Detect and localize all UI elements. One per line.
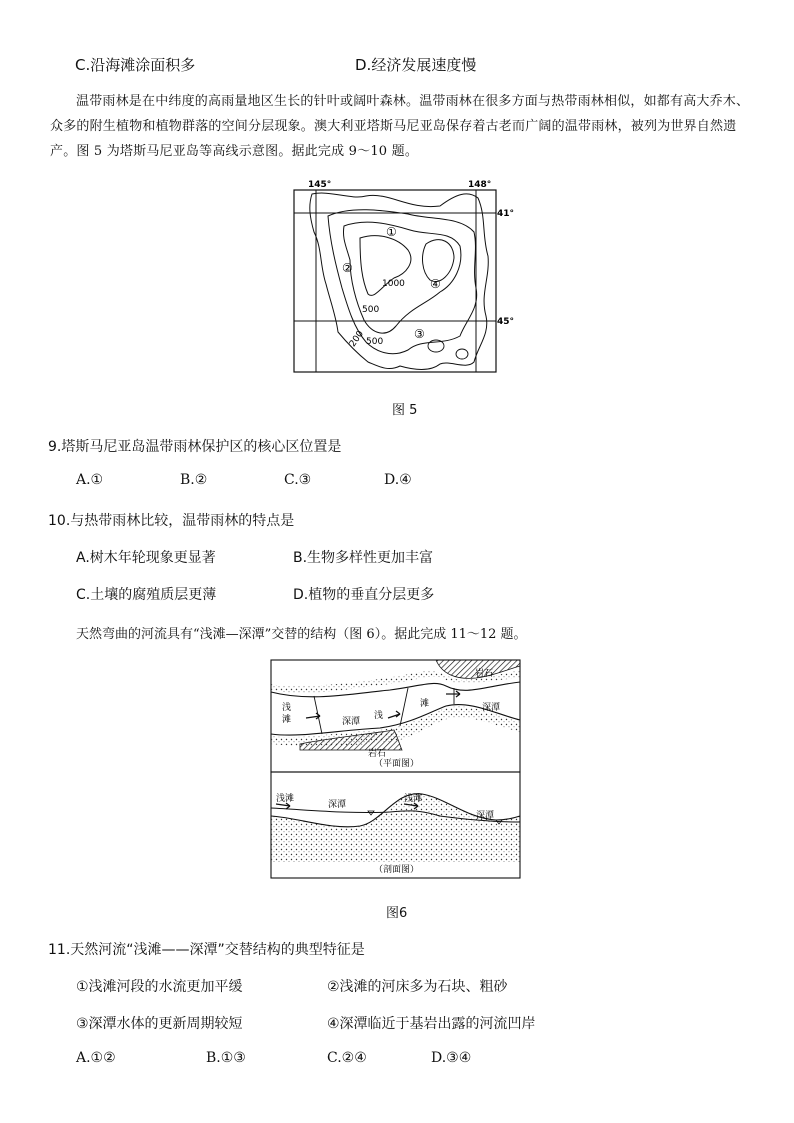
marker-2: ②: [342, 261, 353, 275]
q11-option-d: D.③④: [431, 1050, 472, 1066]
contour-label-1000: 1000: [382, 279, 405, 289]
lat-label-41: 41°: [497, 209, 515, 219]
contour-label-200: 200: [347, 329, 367, 349]
q9-option-d: D.④: [384, 472, 412, 488]
q9-stem: 9.塔斯马尼亚岛温带雨林保护区的核心区位置是: [48, 439, 342, 455]
label-shoal-left: 浅: [282, 703, 292, 713]
section-view-caption: （剖面图）: [374, 865, 420, 875]
q10-option-d: D.植物的垂直分层更多: [293, 587, 435, 603]
q11-option-b: B.①③: [206, 1050, 246, 1066]
section-bed-dots: [271, 794, 520, 862]
figure6-caption: 图6: [386, 906, 408, 921]
shoal-bar-mid: [400, 688, 408, 726]
label-pool-mid: 深潭: [342, 717, 361, 727]
plan-view-caption: （平面图）: [374, 759, 420, 769]
q10-stem: 10.与热带雨林比较，温带雨林的特点是: [48, 513, 295, 529]
section-label-shoal-1: 浅滩: [276, 794, 295, 804]
intro-paragraph-9-10: [50, 89, 750, 164]
q9-option-b: B.②: [180, 472, 208, 488]
label-shoal-left2: 滩: [282, 715, 292, 725]
figure5-contour-map: [290, 176, 515, 376]
island-2: [456, 349, 468, 359]
q9-option-c: C.③: [284, 472, 312, 488]
section-label-shoal-2: 浅滩: [404, 794, 423, 804]
intro-text: 温带雨林是在中纬度的高雨量地区生长的针叶或阔叶森林。温带雨林在很多方面与热带雨林相似，如都有高大乔木、众多的附生植物和植物群落的空间分层现象。澳大利亚塔斯马尼亚岛保存着古老而广阔的温带雨林，被列为世界自然遗产。图 5 为塔斯马尼亚岛等高线示意图。据此完成 9～10 题。: [50, 94, 750, 159]
label-pool-right: 深潭: [482, 703, 501, 713]
marker-1: ①: [386, 225, 397, 239]
flow-arrow-2-head: [396, 711, 400, 717]
q11-statement-3: ③深潭水体的更新周期较短: [76, 1016, 243, 1032]
marker-4: ④: [430, 277, 441, 291]
water-level-mark-1: [368, 811, 374, 815]
q9-option-a: A.①: [76, 472, 104, 488]
q10-option-a: A.树木年轮现象更显著: [76, 550, 216, 566]
q11-stem: 11.天然河流“浅滩——深潭”交替结构的典型特征是: [48, 942, 365, 958]
q11-option-a: A.①②: [76, 1050, 116, 1066]
q11-option-c: C.②④: [327, 1050, 367, 1066]
lat-label-45: 45°: [497, 317, 515, 327]
intro-paragraph-11-12: 天然弯曲的河流具有“浅滩—深潭”交替的结构（图 6）。据此完成 11～12 题。: [76, 627, 527, 642]
label-rock-bottom: 岩石: [368, 749, 387, 759]
q11-statement-1: ①浅滩河段的水流更加平缓: [76, 979, 243, 995]
contour-label-500: 500: [362, 305, 380, 315]
q11-statement-4: ④深潭临近于基岩出露的河流凹岸: [327, 1016, 536, 1032]
contour-500: [343, 222, 460, 333]
option-d: D.经济发展速度慢: [355, 56, 477, 74]
section-label-pool-1: 深潭: [328, 800, 347, 810]
q10-option-c: C.土壤的腐殖质层更薄: [76, 587, 217, 603]
figure5-caption: 图 5: [392, 403, 418, 418]
label-rock-top: 岩石: [475, 669, 494, 679]
option-c: C.沿海滩涂面积多: [75, 56, 196, 74]
contour-label-500b: 500: [366, 337, 384, 347]
marker-3: ③: [414, 327, 425, 341]
contour-1000-east: [423, 240, 454, 282]
section-label-pool-2: 深潭: [476, 811, 495, 821]
figure6-river-diagram: [270, 658, 522, 880]
lon-label-148: 148°: [468, 180, 492, 190]
lon-label-145: 145°: [308, 180, 332, 190]
label-shoal-right: 滩: [420, 699, 430, 709]
q11-statement-2: ②浅滩的河床多为石块、粗砂: [327, 979, 508, 995]
q10-option-b: B.生物多样性更加丰富: [293, 550, 434, 566]
label-shoal-mid: 浅: [374, 711, 384, 721]
